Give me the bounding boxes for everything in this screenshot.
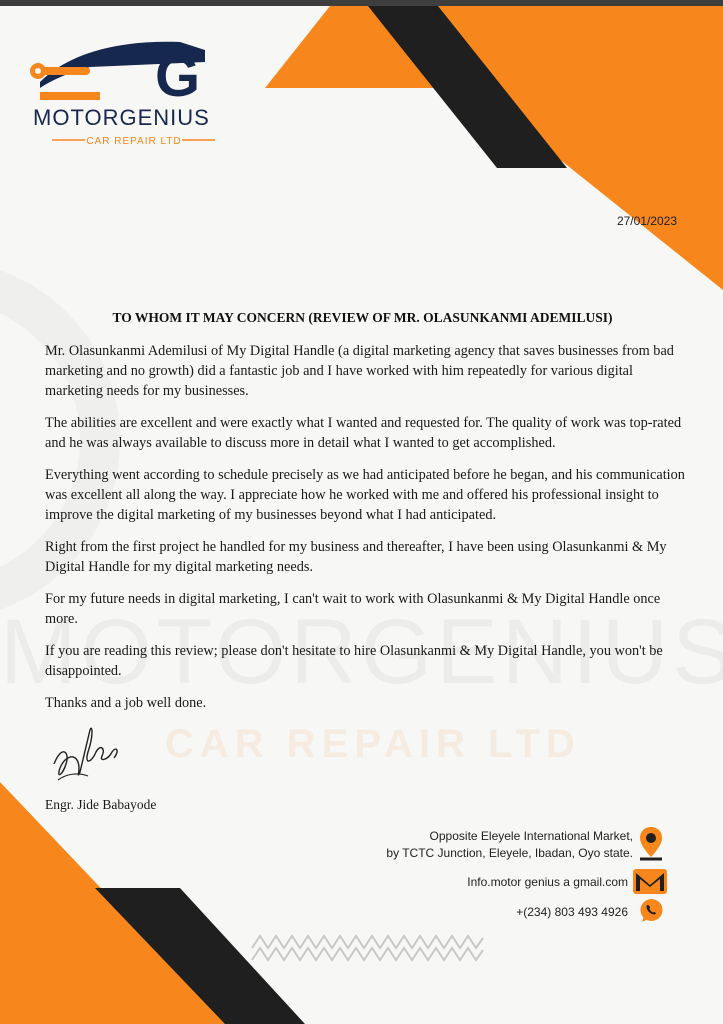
signature — [48, 722, 123, 787]
mail-icon — [632, 868, 668, 895]
paragraph: Right from the first project he handled for my business and thereafter, I have been using Olasunkanmi & My Digital Handle for my digital marketing needs. — [45, 539, 667, 575]
letter-date: 27/01/2023 — [616, 214, 677, 228]
logo-monogram: G — [155, 44, 201, 109]
address-line: Opposite Eleyele International Market, — [429, 829, 633, 843]
contact-address — [386, 828, 633, 862]
signer-name: Engr. Jide Babayode — [45, 797, 157, 812]
paragraph: The abilities are excellent and were exactly what I wanted and requested for. The quality of work was top-rated and he was always available to discuss more in detail what I wanted to get accomplished. — [45, 415, 682, 451]
location-pin-icon — [638, 826, 664, 862]
letter-heading: TO WHOM IT MAY CONCERN (REVIEW OF MR. OLASUNKANMI ADEMILUSI) — [112, 310, 613, 325]
paragraph: For my future needs in digital marketing, I can't wait to work with Olasunkanmi & My Digital Handle once more. — [45, 591, 661, 627]
brand-tagline: CAR REPAIR LTD — [86, 136, 182, 147]
address-line: by TCTC Junction, Eleyele, Ibadan, Oyo state. — [386, 846, 633, 860]
decorative-pattern — [250, 932, 485, 964]
contact-phone[interactable]: +(234) 803 493 4926 — [516, 905, 628, 919]
closing-line: Thanks and a job well done. — [45, 695, 207, 711]
company-logo — [30, 22, 245, 152]
brand-name: MOTORGENIUS — [33, 105, 210, 130]
paragraph: If you are reading this review; please don't hesitate to hire Olasunkanmi & My Digital Handle, you won't be disappointed. — [45, 643, 663, 679]
paragraph: Mr. Olasunkanmi Ademilusi of My Digital Handle (a digital marketing agency that saves businesses from bad marketing and no growth) did a fantastic job and I have worked with him repeatedly for various digital marketing needs for my businesses. — [45, 343, 674, 399]
watermark-subtext: CAR REPAIR LTD — [165, 722, 581, 766]
whatsapp-icon — [639, 898, 664, 923]
contact-email[interactable]: Info.motor genius a gmail.com — [467, 875, 628, 889]
paragraph: Everything went according to schedule precisely as we had anticipated before he began, and his communication was excellent all along the way. I appreciate how he worked with me and offered his professional insight to improve the digital marketing of my businesses beyond what I had anticipated. — [45, 467, 685, 523]
letter-body — [45, 341, 685, 725]
